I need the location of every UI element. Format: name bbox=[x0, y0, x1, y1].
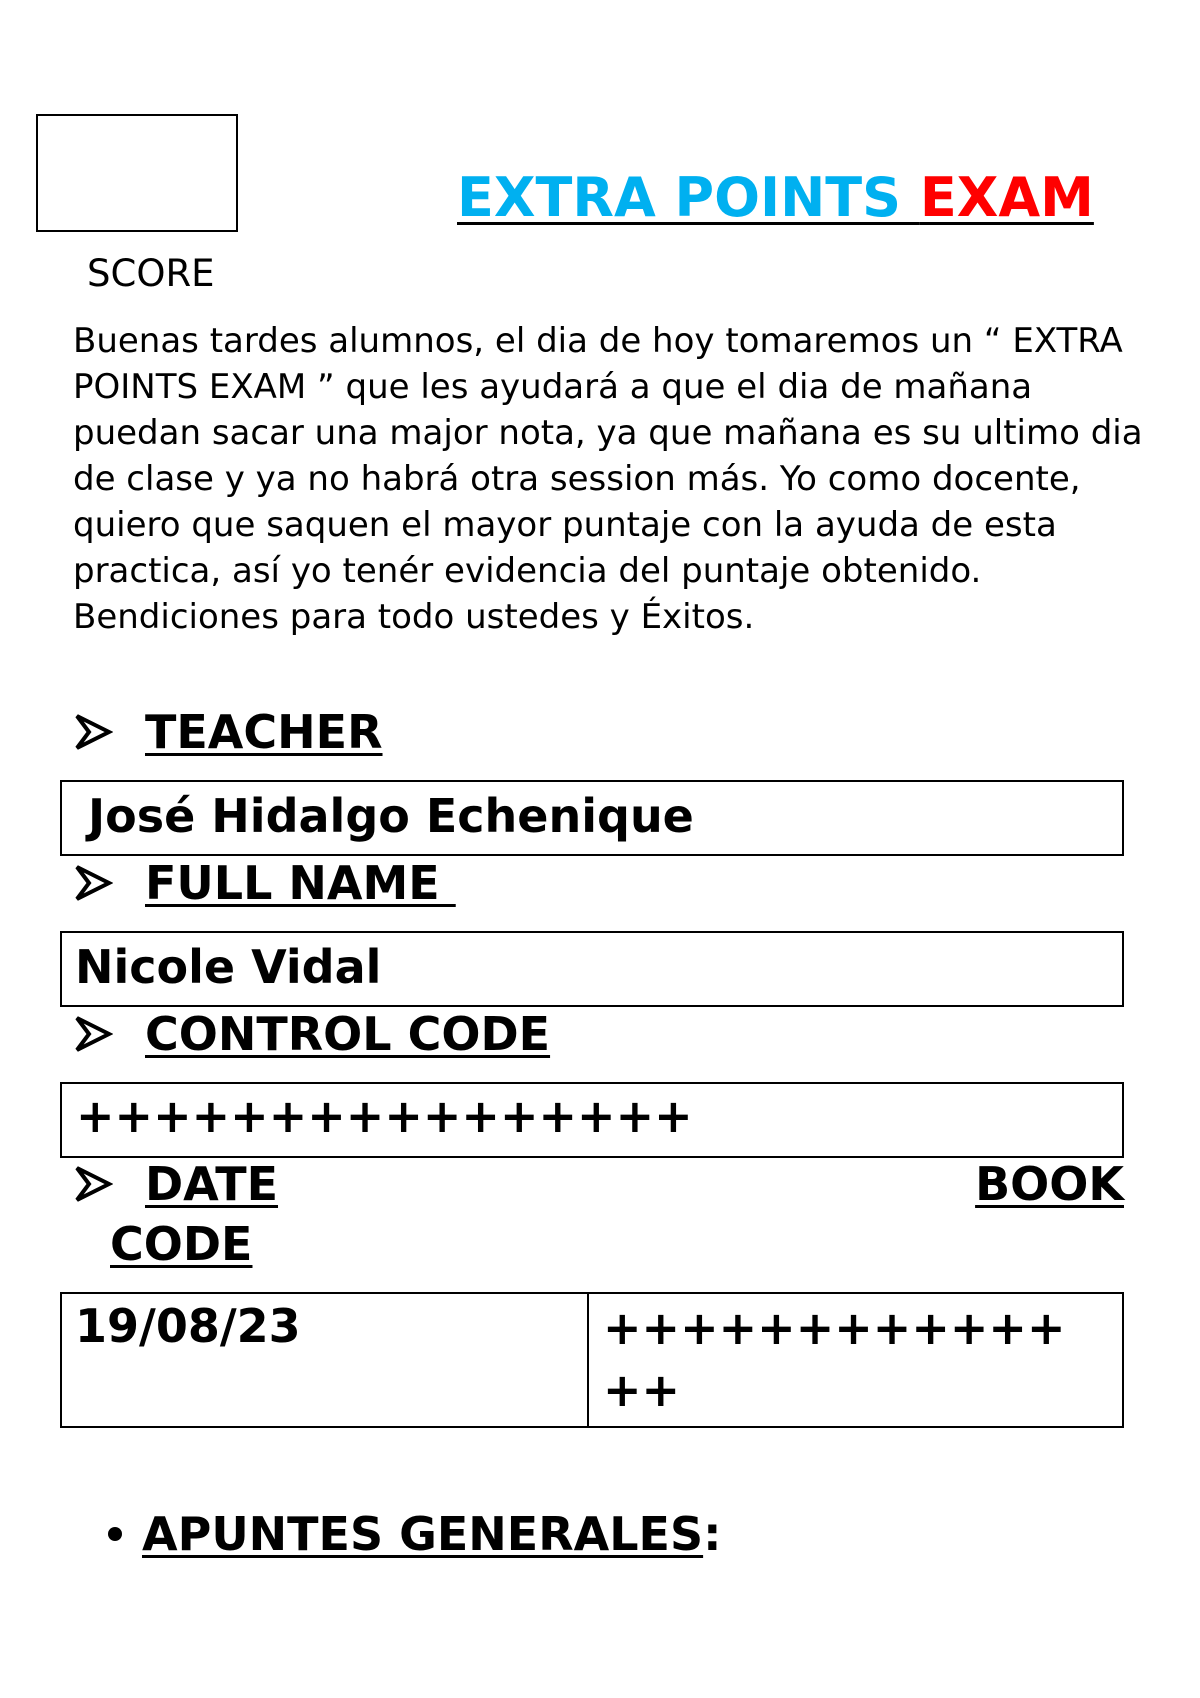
apuntes-label: APUNTES GENERALES bbox=[142, 1507, 704, 1561]
title-part-2: EXAM bbox=[919, 166, 1094, 229]
control-code-label: CONTROL CODE bbox=[145, 1007, 551, 1061]
arrowhead-bullet-icon bbox=[73, 865, 113, 901]
full-name-value: Nicole Vidal bbox=[75, 940, 382, 994]
control-code-value: ++++++++++++++++ bbox=[76, 1089, 693, 1143]
book-label-line1: BOOK bbox=[975, 1157, 1124, 1211]
teacher-label: TEACHER bbox=[145, 705, 383, 759]
title-part-1: EXTRA POINTS bbox=[457, 166, 920, 229]
date-label: DATE bbox=[145, 1157, 279, 1211]
arrowhead-bullet-icon bbox=[73, 1016, 113, 1052]
date-book-table bbox=[60, 1292, 1124, 1428]
book-code-value-line1: ++++++++++++ bbox=[603, 1301, 1066, 1355]
teacher-value: José Hidalgo Echenique bbox=[88, 789, 694, 843]
date-value: 19/08/23 bbox=[75, 1299, 301, 1353]
arrowhead-bullet-icon bbox=[73, 714, 113, 750]
control-code-field bbox=[60, 1082, 1124, 1158]
teacher-field bbox=[60, 780, 1124, 856]
apuntes-suffix: : bbox=[703, 1507, 722, 1561]
intro-paragraph: Buenas tardes alumnos, el dia de hoy tomaremos un “ EXTRA POINTS EXAM ” que les ayudará a que el dia de mañana puedan sacar una major nota, ya que mañana es su ultimo dia de clase y ya no habrá otra session más. Yo como docente, quiero que saquen el mayor puntaje con la ayuda de esta practica, así yo tenér evidencia del puntaje obtenido. Bendiciones para todo ustedes y Éxitos. bbox=[73, 321, 1143, 637]
book-code-value-line2: ++ bbox=[603, 1363, 681, 1417]
table-divider bbox=[587, 1294, 589, 1426]
arrowhead-bullet-icon bbox=[73, 1166, 113, 1202]
score-label: SCORE bbox=[87, 252, 215, 295]
book-label-line2: CODE bbox=[110, 1217, 253, 1271]
round-bullet-icon bbox=[108, 1527, 122, 1541]
full-name-label: FULL NAME bbox=[145, 856, 456, 910]
full-name-field bbox=[60, 931, 1124, 1007]
page-title bbox=[457, 166, 1094, 230]
apuntes-heading bbox=[108, 1506, 722, 1562]
score-box bbox=[36, 114, 238, 232]
